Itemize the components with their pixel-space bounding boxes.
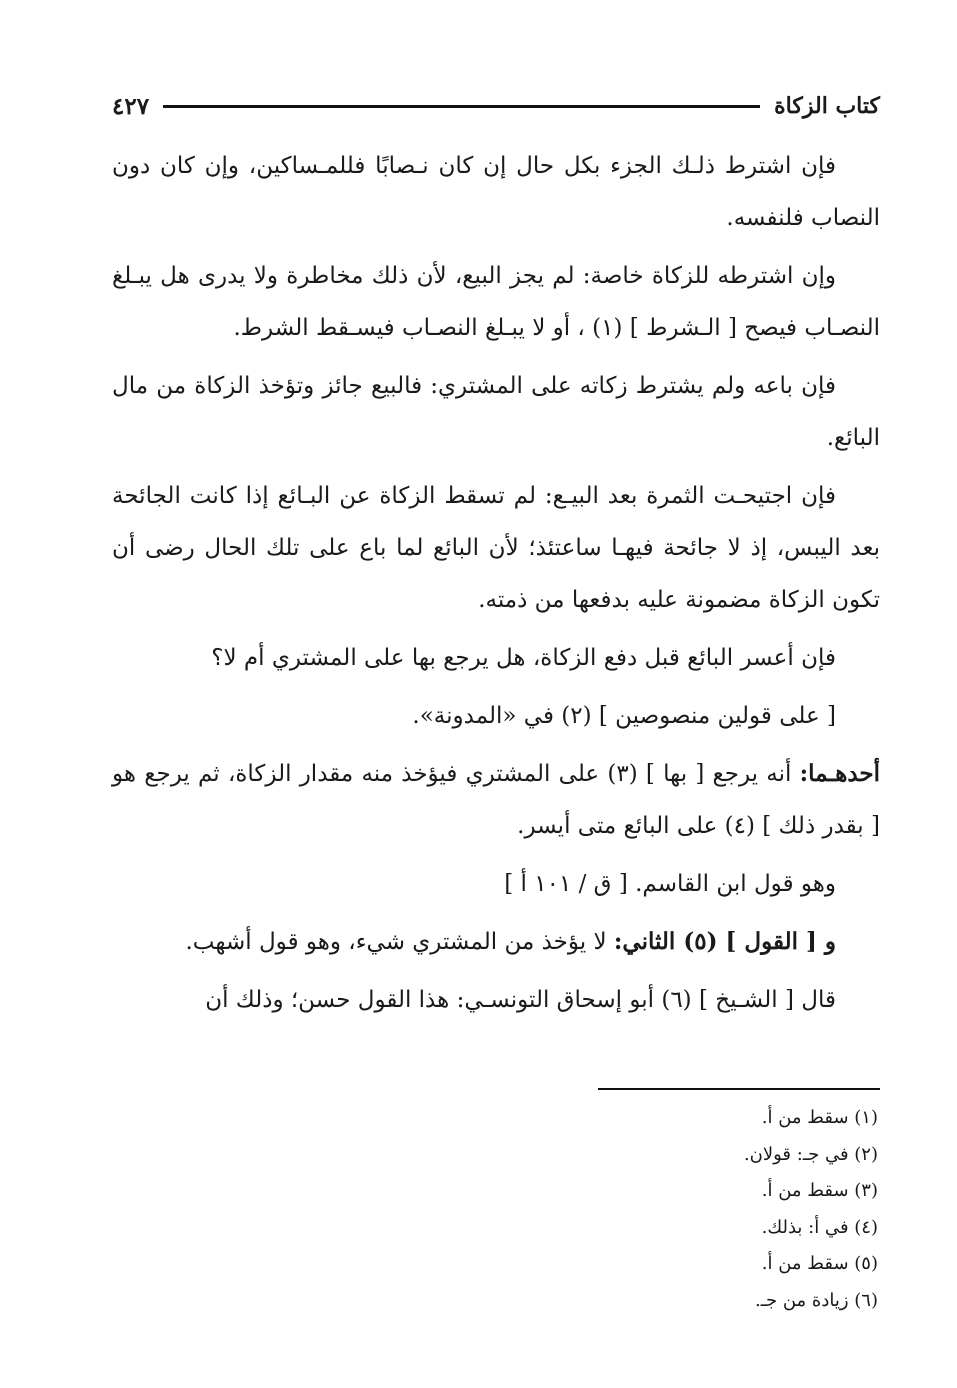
footnote: (٤) في أ: بذلك. [761, 1216, 878, 1238]
footnote-rule [598, 1088, 880, 1090]
text-line: دون النصاب فلنفسه. [112, 153, 880, 231]
text-line: فإن اشترط ذلـك الجزء بكل حال إن كان نـصابًا فللمـساكين، وإن كان [160, 153, 837, 179]
paragraph [112, 974, 880, 1026]
text-line: فإن باعه ولم يشترط زكاته على المشتري: فالبيع جائز وتؤخذ الزكاة من [156, 373, 836, 399]
footnote: (٢) في جـ: قولان. [743, 1143, 878, 1165]
main-text [112, 140, 880, 1032]
page-number: ٤٢٧ [112, 92, 150, 120]
paragraph-lead: أحدهـما: [799, 760, 880, 787]
text-line: مال البائع. [112, 373, 880, 451]
text-line: الشرط. [233, 315, 309, 341]
paragraph [112, 250, 880, 354]
paragraph [112, 858, 880, 910]
footnote: (٦) زيادة من جـ. [755, 1289, 878, 1311]
text-line: لا يؤخذ من المشتري شيء، وهو قول أشهب. [185, 929, 614, 955]
chapter-title: كتاب الزكاة [774, 93, 880, 119]
paragraph [112, 140, 880, 244]
running-header [112, 86, 880, 126]
text-line: قال [ الشـيخ ] (٦) أبو إسحاق التونسـي: هذا القول حسن؛ وذلك أن [205, 987, 836, 1013]
text-line: وهو قول ابن القاسم. [ ق / ١٠١ أ ] [504, 871, 836, 897]
footnotes [560, 1100, 878, 1319]
paragraph [112, 470, 880, 626]
footnote: (٥) سقط من أ. [761, 1253, 878, 1274]
paragraph [112, 916, 880, 968]
paragraph [112, 690, 880, 742]
text-line: الحال رضى أن تكون الزكاة مضمونة عليه بدفعها من ذمته. [112, 535, 880, 613]
paragraph [112, 632, 880, 684]
text-line: أنه يرجع [ بها ] (٣) على المشتري فيؤخذ منه مقدار الزكاة، [227, 761, 800, 787]
text-line: ثم يرجع هو [ بقدر ذلك ] (٤) على البائع متى أيسر. [112, 761, 880, 839]
header-rule [163, 105, 760, 108]
text-line: فإن أعسر البائع قبل دفع الزكاة، هل يرجع بها على المشتري أم لا؟ [211, 645, 836, 671]
paragraph [112, 748, 880, 852]
footnote: (١) سقط من أ. [761, 1107, 878, 1128]
text-line: وإن اشترطه للزكاة خاصة: لم يجز البيع، لأن ذلك مخاطرة ولا يدرى [197, 263, 837, 289]
text-line: الجائحة بعد اليبس، إذ لا جائحة فيهـا ساعتئذ؛ لأن البائع لما باع على تلك [112, 483, 881, 561]
text-line: هل يبـلغ النصـاب فيصح [ الـشرط ] (١) ، أو لا يبـلغ النصـاب فيسـقط [112, 263, 880, 341]
text-line: [ على قولين منصوصين ] (٢) في «المدونة». [412, 703, 836, 729]
paragraph [112, 360, 880, 464]
text-line: فإن اجتيحـت الثمرة بعد البيـع: لم تسقط الزكاة عن البـائع إذا كانت [189, 483, 837, 509]
footnote: (٣) سقط من أ. [761, 1180, 878, 1201]
paragraph-lead: و [ القول ] (٥) الثاني: [613, 928, 836, 955]
